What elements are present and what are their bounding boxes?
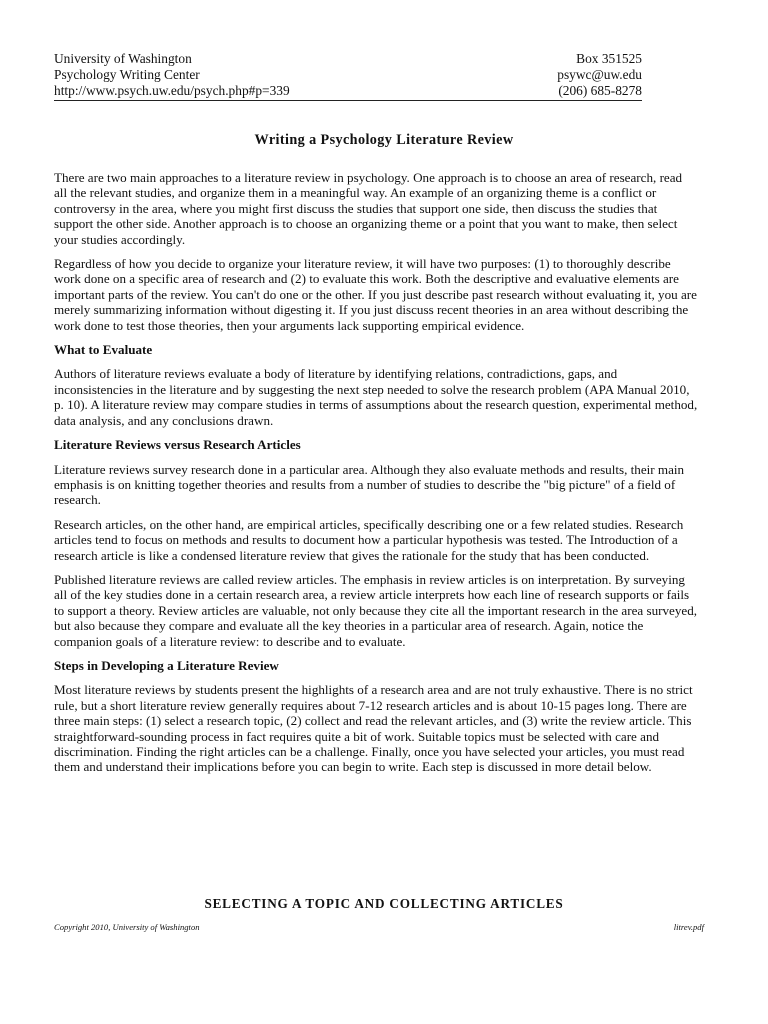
mailing-box: Box 351525 — [576, 51, 642, 66]
body-paragraph: Research articles, on the other hand, are empirical articles, specifically describing one or a few related studies. Research articles tend to focus on methods and results to document how a particular hypothesis was tested. The Introduction of a research article is like a condensed literature review that gives the rationale for the study that has been conducted. — [54, 516, 684, 563]
body-paragraph: Most literature reviews by students present the highlights of a research area and are not truly exhaustive. There is no strict rule, but a short literature review generally requires about 7-12 research articles and is about 10-15 pages long. There are three main steps: (1) select a research topic, (2) collect and read the relevant articles, and (3) write the review article. This straightforward-sounding process in fact requires quite a bit of work. Suitable topics must be selected with care and discrimination. Finding the right articles can be a challenge. Finally, once you have selected your articles, you must read them and understand their implications before you can begin to write. Each step is discussed in more detail below. — [54, 682, 693, 775]
file-name: litrev.pdf — [673, 922, 704, 932]
section-heading-what-to-evaluate: What to Evaluate — [54, 342, 153, 358]
letterhead — [54, 51, 642, 103]
document-body — [54, 170, 698, 784]
letterhead-left — [54, 51, 290, 99]
department-name: Psychology Writing Center — [54, 67, 200, 82]
letterhead-right — [557, 51, 642, 99]
section-heading-steps: Steps in Developing a Literature Review — [54, 657, 279, 673]
section-heading-reviews-vs-articles: Literature Reviews versus Research Articles — [54, 437, 301, 453]
header-divider — [54, 100, 642, 101]
body-paragraph: Published literature reviews are called review articles. The emphasis in review articles is on interpretation. By surveying all of the key studies done in a certain research area, a review article interprets how each line of research supports or fails to support a theory. Review articles are valuable, not only because they cite all the important research in the area surveyed, but also because they compare and evaluate all the key theories in a particular area of research. Again, notice the companion goals of a literature review: to describe and to evaluate. — [54, 571, 698, 649]
institution-name: University of Washington — [54, 51, 192, 66]
contact-email: psywc@uw.edu — [557, 67, 642, 82]
document-title: Writing a Psychology Literature Review — [254, 132, 514, 148]
contact-phone: (206) 685-8278 — [558, 83, 642, 98]
body-paragraph: Literature reviews survey research done in a particular area. Although they also evaluate methods and results, their main emphasis is on knitting together theories and results from a number of studies to describe the "big picture" of a field of research. — [54, 461, 685, 508]
body-paragraph: Authors of literature reviews evaluate a body of literature by identifying relations, contradictions, gaps, and inconsistencies in the literature and by suggesting the next step needed to solve the research problem (APA Manual 2010, p. 10). A literature review may compare studies in terms of assumptions about the research question, experimental method, data analysis, and any conclusions drawn. — [54, 366, 698, 428]
copyright-notice: Copyright 2010, University of Washington — [54, 922, 200, 932]
website-url: http://www.psych.uw.edu/psych.php#p=339 — [54, 83, 290, 98]
intro-paragraph: Regardless of how you decide to organize your literature review, it will have two purposes: (1) to thoroughly describe work done on a specific area of research and (2) to evaluate this work. Both the descriptive and evaluative elements are important parts of the review. You can't do one or the other. If you just describe past research without evaluating it, you are merely summarizing information without digesting it. If you just discuss recent theories in an area without describing the work done to test those theories, then your arguments lack supporting empirical evidence. — [54, 256, 697, 333]
intro-paragraph: There are two main approaches to a literature review in psychology. One approach is to choose an area of research, read all the relevant studies, and organize them in a meaningful way. An example of an organizing theme is a conflict or controversy in the area, where you might first discuss the studies that support one side, then discuss the studies that support the other side. Another approach is to choose an organizing theme or a point that you want to make, then select your studies accordingly. — [54, 170, 683, 247]
next-section-heading: SELECTING A TOPIC AND COLLECTING ARTICLES — [204, 896, 564, 911]
